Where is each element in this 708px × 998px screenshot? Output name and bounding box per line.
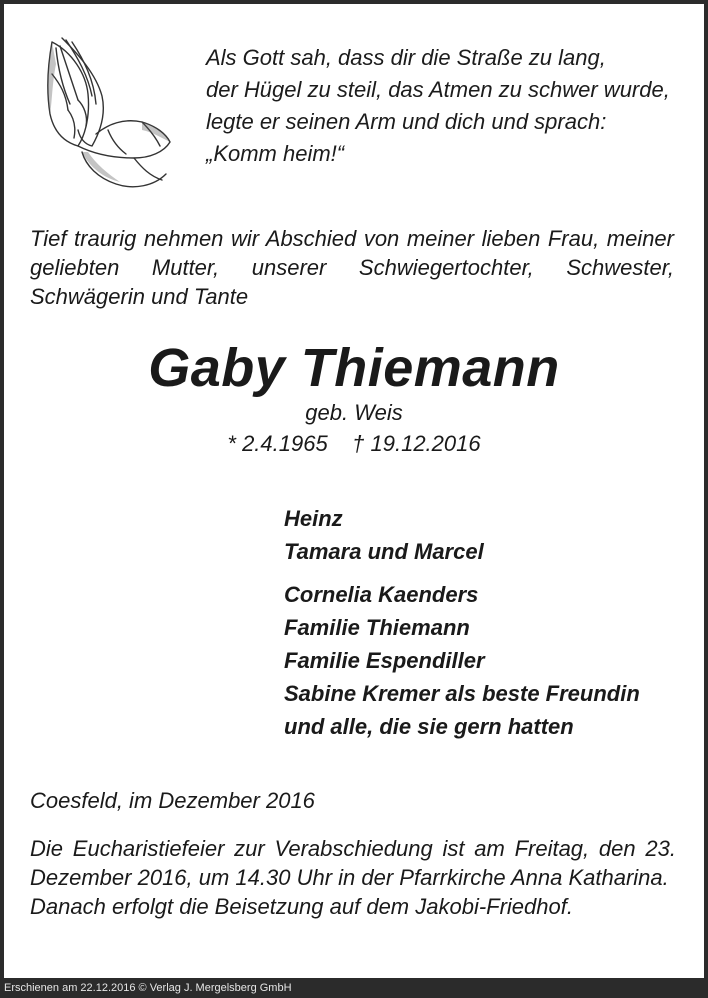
mourner: Familie Thiemann xyxy=(284,615,470,640)
mourner: Heinz xyxy=(284,506,343,531)
burial-info: Danach erfolgt die Beisetzung auf dem Jakobi-Friedhof. xyxy=(30,894,573,919)
maiden-name: geb. Weis xyxy=(305,400,403,425)
poem-line: legte er seinen Arm und dich und sprach: xyxy=(206,109,607,134)
poem-line: Als Gott sah, dass dir die Straße zu lang, xyxy=(206,45,606,70)
mourners-group-relatives xyxy=(284,578,704,743)
life-dates: * 2.4.1965 † 19.12.2016 xyxy=(227,431,481,456)
mourners-list xyxy=(284,502,704,753)
publication-footer: Erschienen am 22.12.2016 © Verlag J. Mergelsberg GmbH xyxy=(4,982,292,994)
mourner: Familie Espendiller xyxy=(284,648,485,673)
mourner: Tamara und Marcel xyxy=(284,539,484,564)
mourner: und alle, die sie gern hatten xyxy=(284,714,574,739)
mourner: Cornelia Kaenders xyxy=(284,582,479,607)
poem xyxy=(206,42,676,170)
service-paragraph: Die Eucharistiefeier zur Verabschiedung ist am Freitag, den 23. Dezember 2016, um 14.30 Uhr in der Pfarrkirche Anna Katharina. xyxy=(30,836,676,890)
poem-line: der Hügel zu steil, das Atmen zu schwer wurde, xyxy=(206,77,670,102)
place-date: Coesfeld, im Dezember 2016 xyxy=(30,788,315,813)
mourner: Sabine Kremer als beste Freundin xyxy=(284,681,640,706)
poem-line: „Komm heim!“ xyxy=(206,141,345,166)
mourners-group-family xyxy=(284,502,704,568)
service-info xyxy=(30,834,676,921)
praying-hands-icon xyxy=(38,34,178,194)
deceased-name: Gaby Thiemann xyxy=(148,338,560,398)
intro-text: Tief traurig nehmen wir Abschied von meiner lieben Frau, meiner geliebten Mutter, unserer Schwiegertochter, Schwester, Schwägerin und Tante xyxy=(30,226,674,309)
